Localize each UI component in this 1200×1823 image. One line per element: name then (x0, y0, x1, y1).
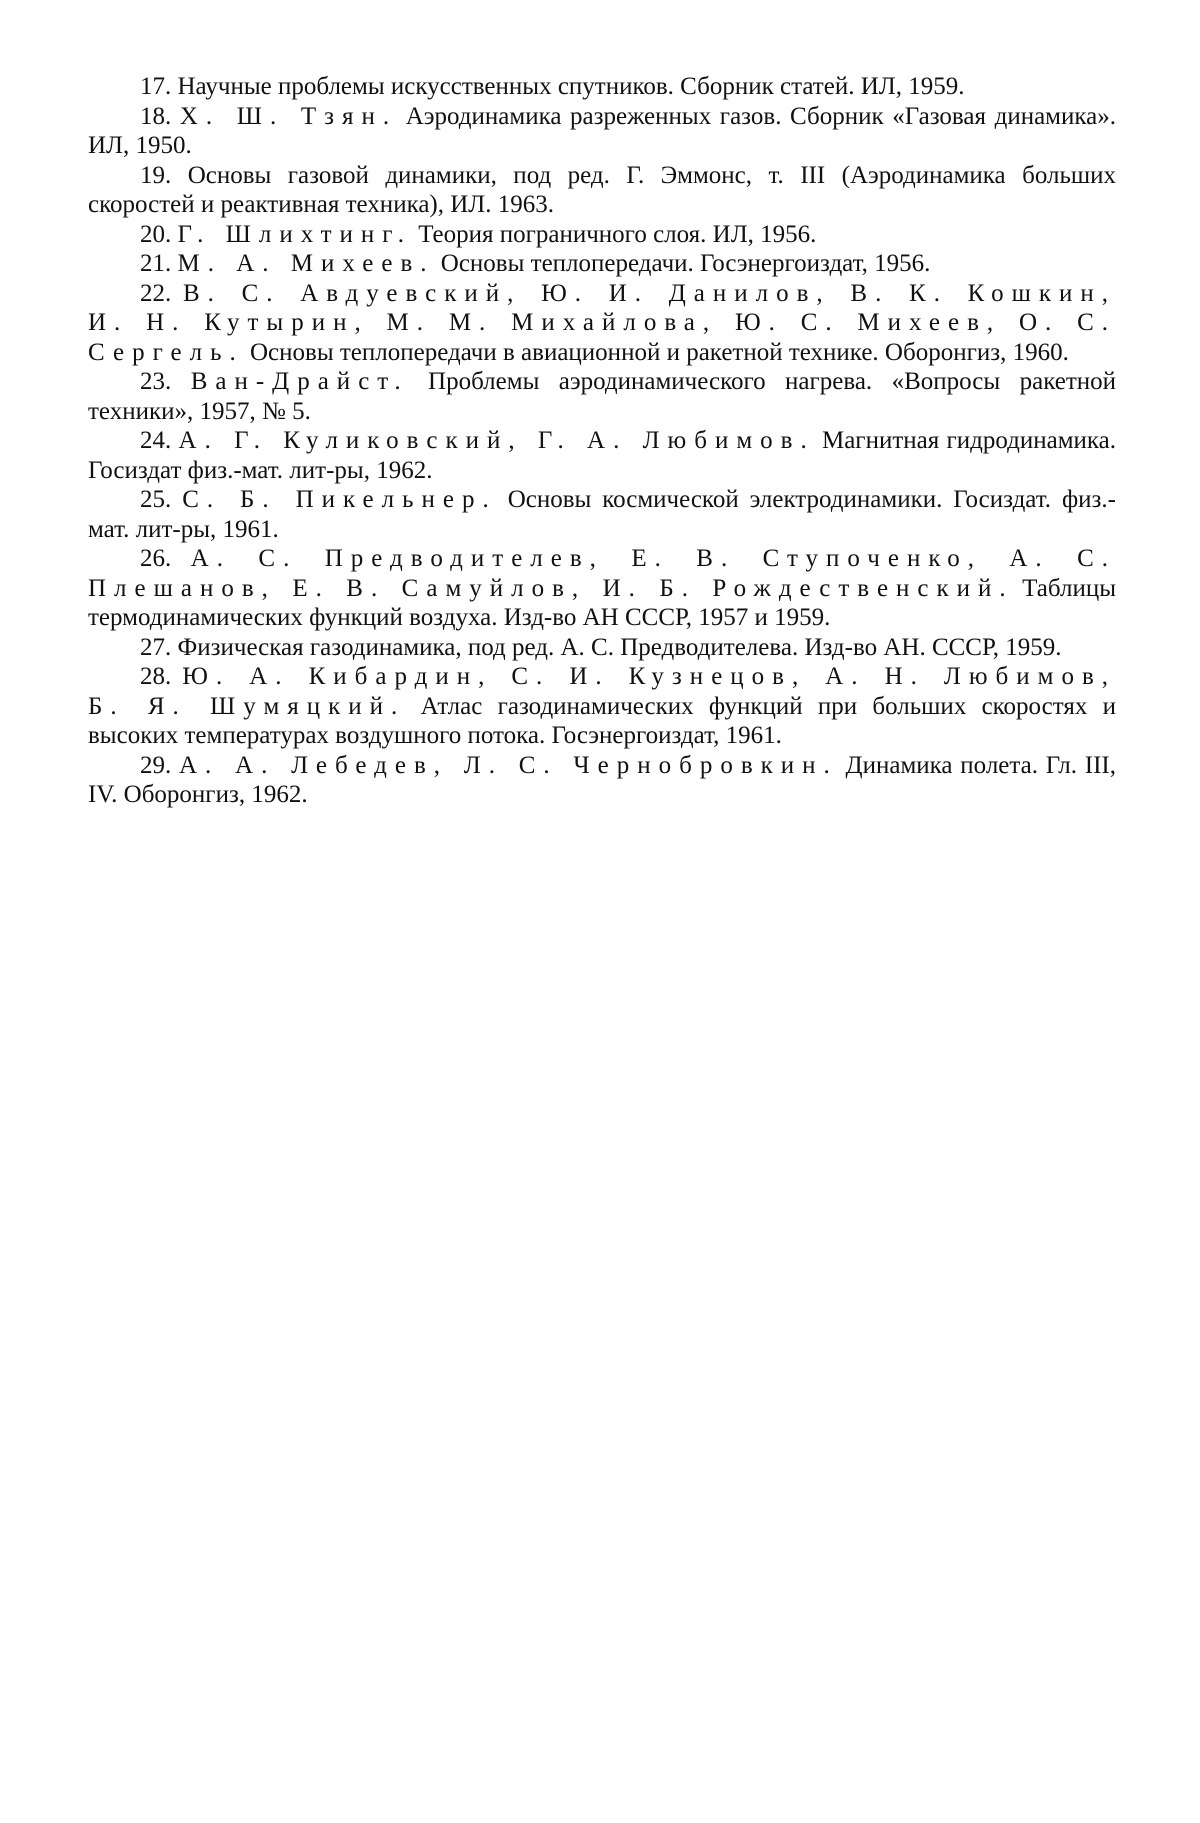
reference-number: 22. (140, 279, 172, 307)
reference-number: 23. (140, 368, 172, 395)
reference-author: А. С. Предводителев, Е. В. Ступоченко, А. С. Плешанов, Е. В. Самуйлов, И. Б. Рождественский. (88, 545, 1117, 602)
reference-item (88, 279, 1116, 368)
reference-number: 17. (140, 73, 172, 100)
reference-author: X. Ш. Тзян. (179, 102, 398, 130)
reference-number: 24. (140, 427, 172, 454)
reference-number: 28. (140, 663, 172, 690)
reference-item (88, 544, 1116, 633)
reference-text: Теория пограничного слоя. ИЛ, 1956. (418, 220, 817, 248)
reference-text: Динамика полета. Гл. III, IV. Оборонгиз, 1962. (88, 751, 1116, 808)
reference-author: С. Б. Пикельнер. (182, 486, 497, 513)
reference-item (88, 367, 1116, 426)
reference-text: Атлас газодинамических функций при больших скоростях и высоких температурах воздушного потока. Госэнергоиздат, 1961. (88, 692, 1116, 749)
reference-author: А. Г. Куликовский, Г. А. Любимов. (178, 427, 815, 454)
reference-item (88, 485, 1116, 544)
reference-text: Основы теплопередачи. Госэнергоиздат, 1956. (440, 250, 931, 277)
reference-item (88, 102, 1116, 161)
reference-number: 26. (140, 545, 172, 572)
reference-item (88, 220, 1116, 250)
reference-author: М. А. Михеев. (177, 250, 435, 277)
reference-item (88, 662, 1116, 751)
reference-item (88, 161, 1116, 220)
reference-text: Основы газовой динамики, под ред. Г. Эммонс, т. III (Аэродинамика больших скоростей и реактивная техника), ИЛ. 1963. (88, 161, 1116, 218)
reference-author: Ю. А. Кибардин, С. И. Кузнецов, А. Н. Любимов, Б. Я. Шумяцкий. (88, 663, 1117, 720)
reference-text: Аэродинамика разреженных газов. Сборник «Газовая динамика». ИЛ, 1950. (88, 102, 1116, 159)
reference-text: Основы теплопередачи в авиационной и ракетной технике. Оборонгиз, 1960. (249, 338, 1069, 366)
reference-text: Физическая газодинамика, под ред. А. С. Предводителева. Изд-во АН. СССР, 1959. (177, 633, 1062, 661)
reference-item (88, 426, 1116, 485)
reference-text: Основы космической электродинамики. Госиздат. физ.-мат. лит-ры, 1961. (88, 486, 1116, 543)
reference-item (88, 72, 1116, 102)
reference-item (88, 633, 1116, 663)
reference-author: Г. Шлихтинг. (177, 220, 412, 248)
reference-item (88, 751, 1116, 810)
reference-author: Ван-Драйст. (190, 368, 409, 395)
reference-list (88, 72, 1116, 810)
reference-number: 19. (140, 161, 172, 189)
reference-item (88, 249, 1116, 279)
reference-text: Проблемы аэродинамического нагрева. «Вопросы ракетной техники», 1957, № 5. (88, 368, 1117, 425)
reference-number: 20. (140, 220, 172, 248)
reference-number: 21. (140, 250, 172, 277)
reference-number: 18. (140, 102, 172, 130)
reference-number: 25. (140, 486, 172, 513)
reference-text: Научные проблемы искусственных спутников. Сборник статей. ИЛ, 1959. (177, 73, 965, 100)
reference-author: В. С. Авдуевский, Ю. И. Данилов, В. К. Кошкин, И. Н. Кутырин, М. М. Михайлова, Ю. С. Михеев, О. С. Сергель. (88, 279, 1116, 366)
reference-number: 29. (140, 751, 172, 779)
reference-number: 27. (140, 633, 172, 661)
reference-text: Таблицы термодинамических функций воздуха. Изд-во АН СССР, 1957 и 1959. (88, 574, 1117, 631)
reference-author: А. А. Лебедев, Л. С. Чернобровкин. (179, 751, 838, 779)
reference-text: Магнитная гидродинамика. Госиздат физ.-мат. лит-ры, 1962. (88, 427, 1117, 484)
